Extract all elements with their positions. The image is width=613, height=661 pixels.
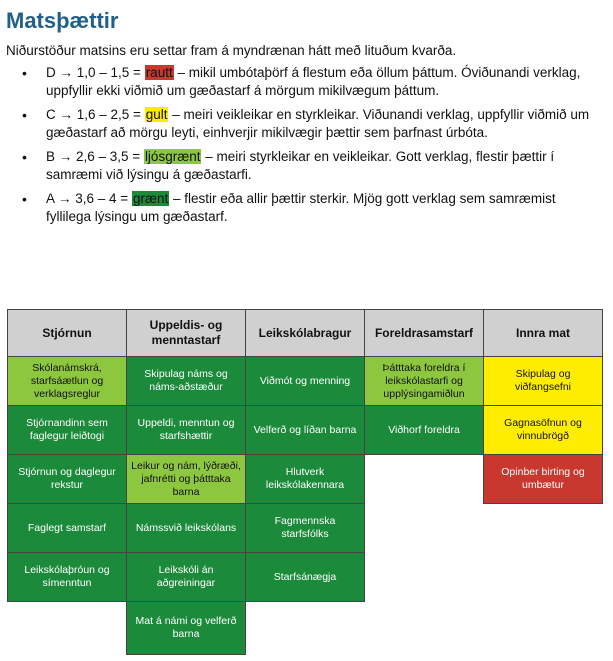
matrix-cell: Fagmennska starfsfólks bbox=[245, 503, 365, 553]
matrix-cell: Stjórnandinn sem faglegur leiðtogi bbox=[7, 405, 127, 455]
matrix-column-header: Leikskólabragur bbox=[245, 309, 365, 357]
matrix-cell: Stjórnun og daglegur rekstur bbox=[7, 454, 127, 504]
level-description: – meiri styrkleikar en veikleikar. Gott verklag, flestir þættir í samræmi við lýsingu á gæðastarfi. bbox=[46, 149, 555, 182]
matrix-cell: Skipulag náms og náms-aðstæður bbox=[126, 356, 246, 406]
matrix-cell: Mat á námi og velferð barna bbox=[126, 601, 246, 655]
intro-text: Niðurstöður matsins eru settar fram á myndrænan hátt með lituðum kvarða. bbox=[6, 43, 457, 58]
matrix-column-header: Foreldrasamstarf bbox=[364, 309, 484, 357]
level-description: – meiri veikleikar en styrkleikar. Viðunandi verklag, uppfyllir viðmið um gæðastarf að mörgu leyti, einhverjir mikilvægir þættir sem þarfnast úrbóta. bbox=[46, 107, 590, 140]
color-word-highlight: gult bbox=[145, 107, 168, 122]
matrix-cell: Opinber birting og umbætur bbox=[483, 454, 603, 504]
matrix-column-header: Innra mat bbox=[483, 309, 603, 357]
bullet-icon: • bbox=[22, 191, 27, 207]
bullet-icon: • bbox=[22, 65, 27, 81]
rating-level-b bbox=[22, 148, 604, 184]
matrix-column-header: Stjórnun bbox=[7, 309, 127, 357]
matrix-cell: Leikskóli án aðgreiningar bbox=[126, 552, 246, 602]
level-range: D → 1,0 – 1,5 = bbox=[46, 65, 145, 80]
matrix-cell: Námssvið leikskólans bbox=[126, 503, 246, 553]
rating-level-c bbox=[22, 106, 604, 142]
matrix-cell: Faglegt samstarf bbox=[7, 503, 127, 553]
level-range: A → 3,6 – 4 = bbox=[46, 191, 132, 206]
level-description: – flestir eða allir þættir sterkir. Mjög gott verklag sem samræmist fyllilega lýsingu um gæðastarf. bbox=[46, 191, 556, 224]
page-title: Matsþættir bbox=[6, 8, 119, 33]
rating-scale-list bbox=[22, 64, 604, 232]
rating-level-d bbox=[22, 64, 604, 100]
matrix-cell: Gagnasöfnun og vinnubrögð bbox=[483, 405, 603, 455]
matrix-cell: Skipulag og viðfangsefni bbox=[483, 356, 603, 406]
level-description: – mikil umbótaþörf á flestum eða öllum þáttum. Óviðunandi verklag, uppfyllir ekki viðmið um gæðastarf á mörgum mikilvægum þáttum. bbox=[46, 65, 581, 98]
matrix-cell: Hlutverk leikskólakennara bbox=[245, 454, 365, 504]
matrix-cell: Leikur og nám, lýðræði, jafnrétti og þátttaka barna bbox=[126, 454, 246, 504]
matrix-cell: Skólanámskrá, starfsáætlun og verklagsreglur bbox=[7, 356, 127, 406]
matrix-cell: Leikskólaþróun og símenntun bbox=[7, 552, 127, 602]
matrix-cell: Viðmót og menning bbox=[245, 356, 365, 406]
color-word-highlight: grænt bbox=[132, 191, 169, 206]
matrix-cell: Velferð og líðan barna bbox=[245, 405, 365, 455]
assessment-matrix bbox=[7, 309, 602, 654]
rating-level-a bbox=[22, 190, 604, 226]
color-word-highlight: rautt bbox=[145, 65, 173, 80]
matrix-cell: Starfsánægja bbox=[245, 552, 365, 602]
matrix-column-header: Uppeldis- og menntastarf bbox=[126, 309, 246, 357]
level-range: B → 2,6 – 3,5 = bbox=[46, 149, 144, 164]
matrix-cell: Uppeldi, menntun og starfshættir bbox=[126, 405, 246, 455]
color-word-highlight: ljósgrænt bbox=[144, 149, 201, 164]
level-range: C → 1,6 – 2,5 = bbox=[46, 107, 145, 122]
matrix-cell: Þátttaka foreldra í leikskólastarfi og upplýsingamiðlun bbox=[364, 356, 484, 406]
bullet-icon: • bbox=[22, 149, 27, 165]
bullet-icon: • bbox=[22, 107, 27, 123]
matrix-cell: Viðhorf foreldra bbox=[364, 405, 484, 455]
